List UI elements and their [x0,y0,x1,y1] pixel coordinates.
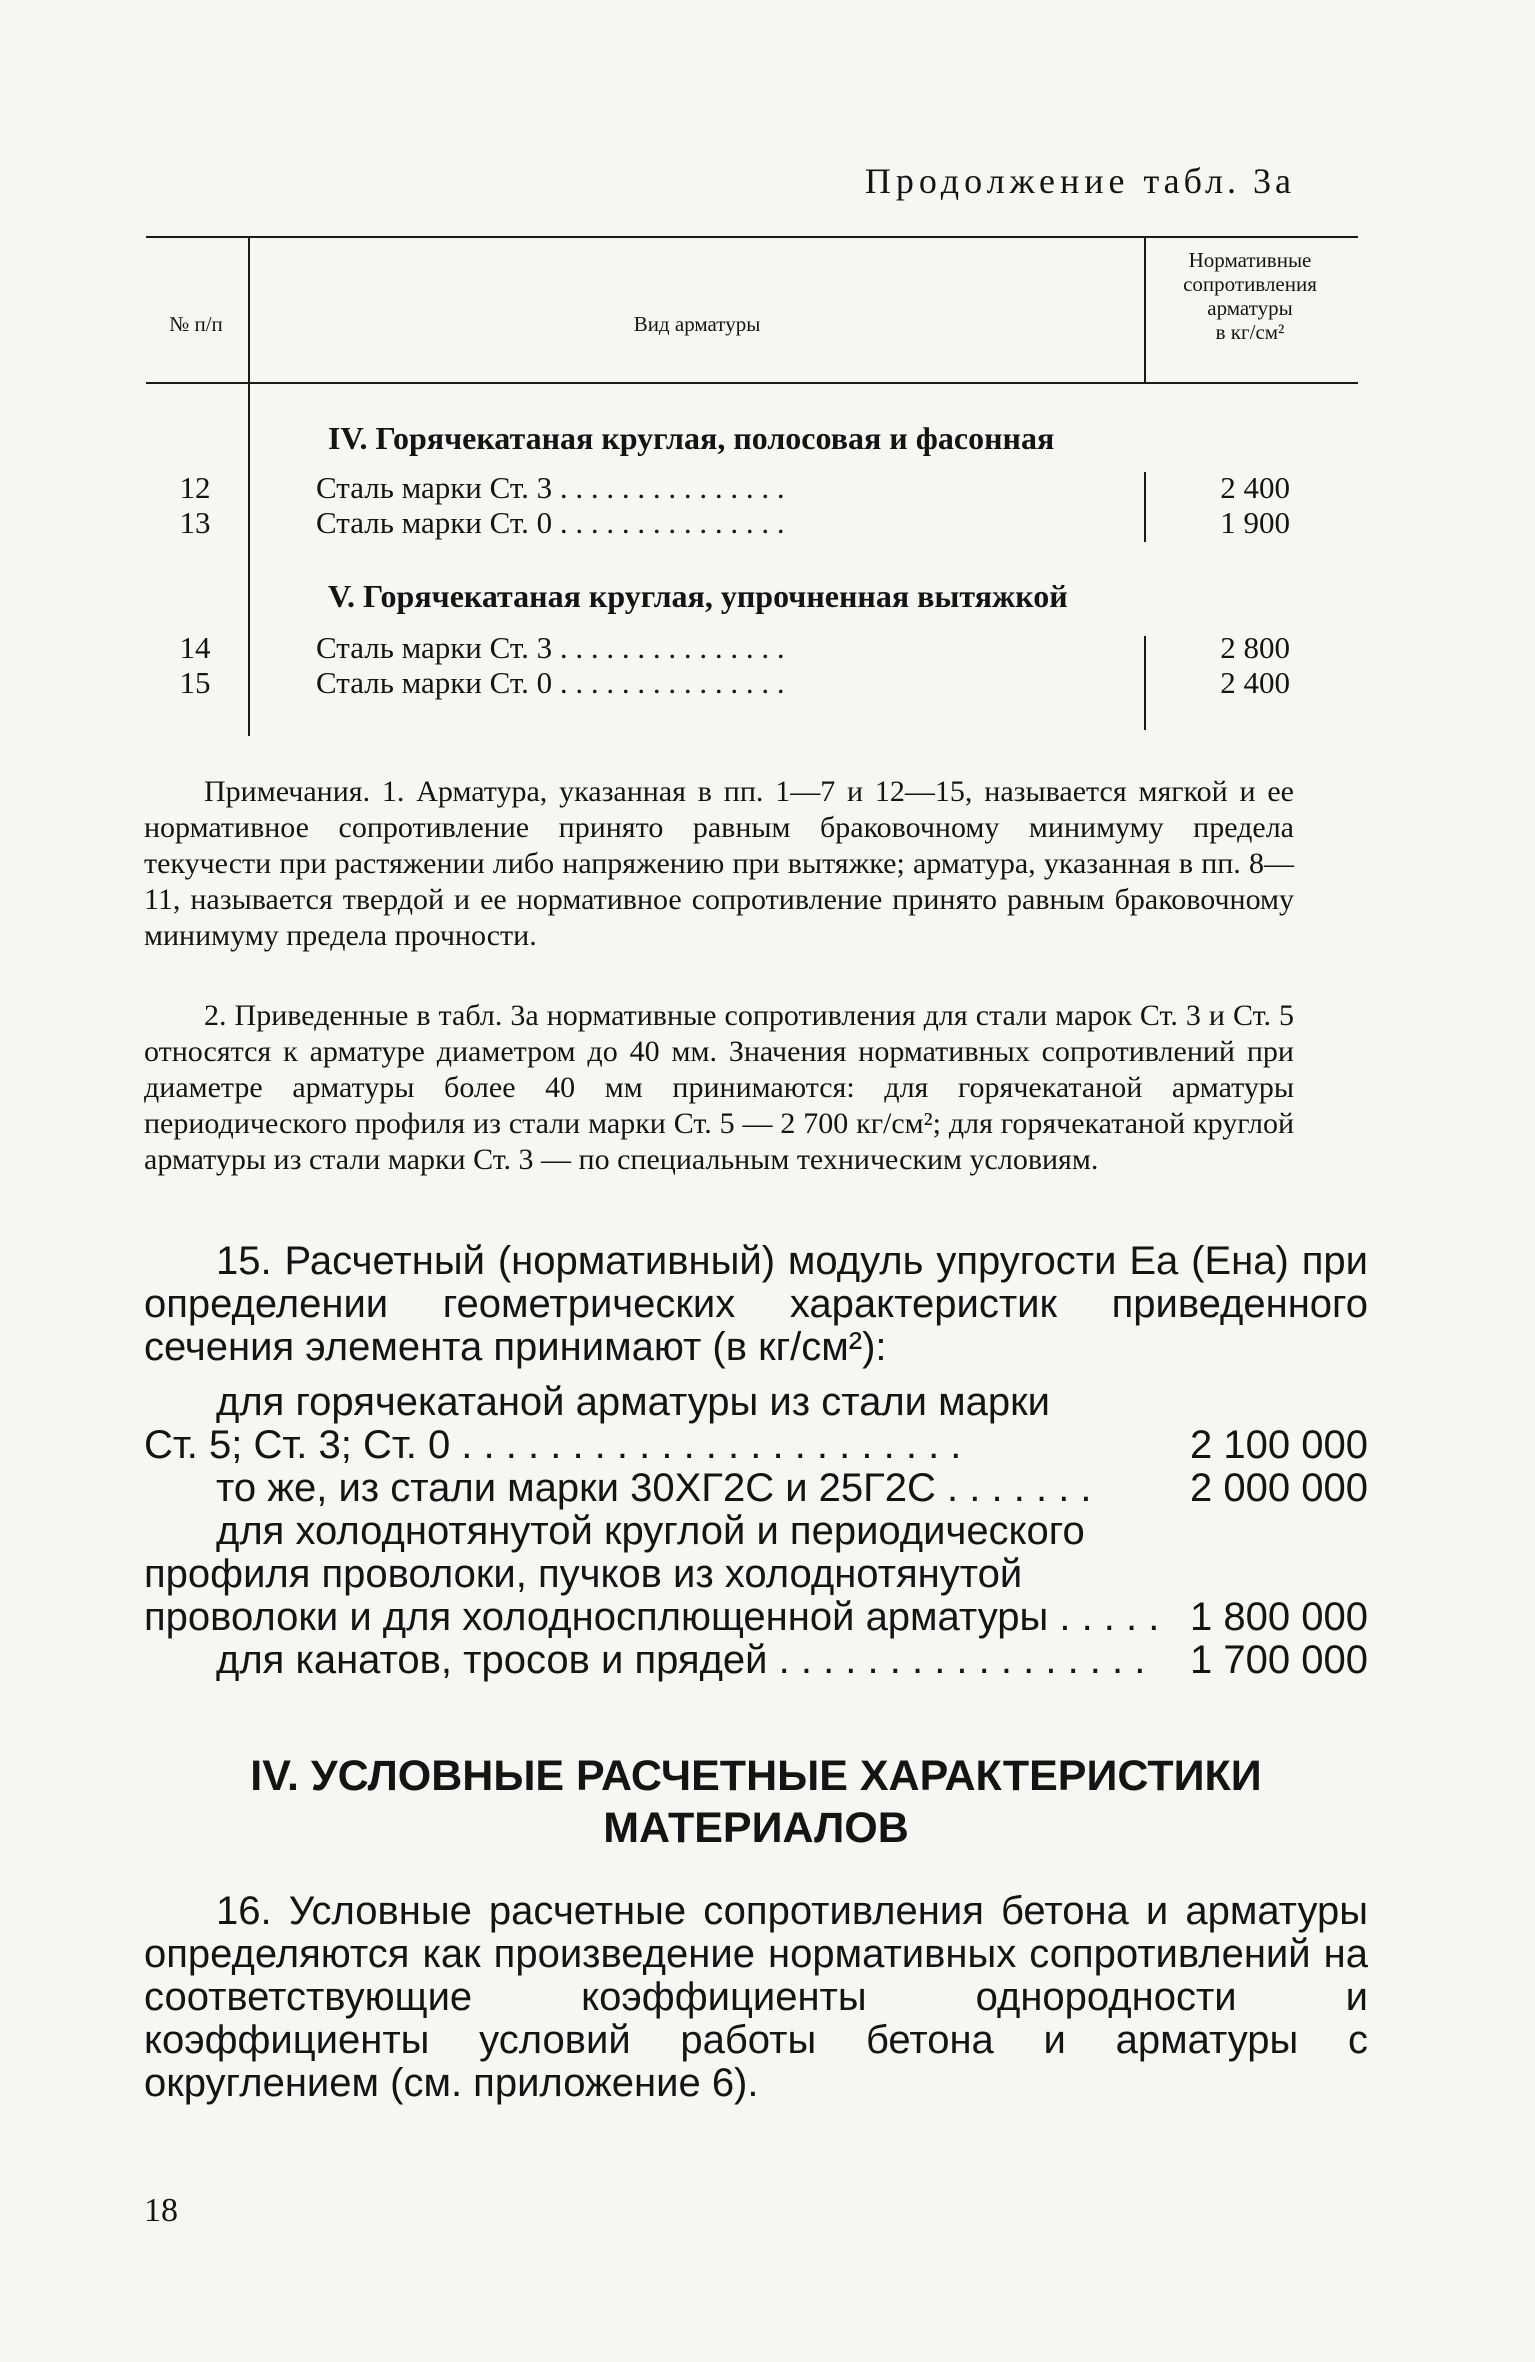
para-15-intro: 15. Расчетный (нормативный) модуль упругости Eа (Eна) при определении геометрических характеристик приведенного сечения элемента принимают (в кг/см²): [144,1239,1368,1369]
table-value-divider-iv [1144,472,1146,542]
modulus-item-1-line1 [144,1381,1368,1424]
table-header-rule [146,382,1358,384]
page-number: 18 [144,2192,178,2229]
modulus-item-3-value: 1 800 000 [1178,1596,1368,1639]
row-value-14: 2 800 [1220,630,1290,665]
modulus-item-3-text2: профиля проволоки, пучков из холоднотянутой [144,1553,1023,1596]
row-num-14: 14 [179,630,211,665]
row-value-13: 1 900 [1220,505,1290,540]
header-num: № п/п [169,312,223,336]
modulus-item-3-line2 [144,1553,1368,1596]
para-16: 16. Условные расчетные сопротивления бетона и арматуры определяются как произведение нормативных сопротивлений на соответствующие коэффициенты однородности и коэффициенты условий работы бетона и арматуры с округлением (см. приложение 6). [144,1889,1368,2105]
section-v-heading: V. Горячекатаная круглая, упрочненная вытяжкой [328,578,1068,614]
row-name-12: Сталь марки Ст. 3 . . . . . . . . . . . . . . . [316,470,785,505]
modulus-item-3-text1: для холоднотянутой круглой и периодического [216,1510,1085,1553]
row-name-15: Сталь марки Ст. 0 . . . . . . . . . . . . . . . [316,665,785,700]
modulus-item-2 [144,1467,1368,1510]
header-norm-line2: сопротивления [1183,272,1317,296]
row-value-15: 2 400 [1220,665,1290,700]
table-value-divider-v [1144,636,1146,730]
row-name-14: Сталь марки Ст. 3 . . . . . . . . . . . . . . . [316,630,785,665]
modulus-item-1-text1: для горячекатаной арматуры из стали марки [216,1381,1050,1424]
note-2: 2. Приведенные в табл. 3а нормативные сопротивления для стали марок Ст. 3 и Ст. 5 относятся к арматуре диаметром до 40 мм. Значения нормативных сопротивлений при диаметре арматуры более 40 мм принимаются: для горячекатаной арматуры периодического профиля из стали марки Ст. 5 — 2 700 кг/см²; для горячекатаной круглой арматуры из стали марки Ст. 3 — по специальным техническим условиям. [144,999,1294,1176]
header-type: Вид арматуры [633,312,761,336]
row-value-12: 2 400 [1220,470,1290,505]
table-caption [790,160,1295,202]
row-name-13: Сталь марки Ст. 0 . . . . . . . . . . . . . . . [316,505,785,540]
row-num-13: 13 [179,505,211,540]
modulus-item-4-text: для канатов, тросов и прядей . . . . . . . . . . . . . . . . . [216,1639,1146,1682]
modulus-item-3-line3 [144,1596,1368,1639]
modulus-item-1-text2: Ст. 5; Ст. 3; Ст. 0 . . . . . . . . . . . . . . . . . . . . . . . [144,1424,962,1467]
modulus-item-3-line1 [144,1510,1368,1553]
modulus-item-2-text: то же, из стали марки 30ХГ2С и 25Г2С . . . . . . . [216,1467,1092,1510]
modulus-item-4-value: 1 700 000 [1178,1639,1368,1682]
table-top-rule [146,236,1358,238]
header-norm-line1: Нормативные [1188,248,1312,272]
modulus-item-1-value: 2 100 000 [1178,1424,1368,1467]
note-1: Примечания. 1. Арматура, указанная в пп. 1—7 и 12—15, называется мягкой и ее нормативное сопротивление принято равным браковочному минимуму предела текучести при растяжении либо напряжению при вытяжке; арматура, указанная в пп. 8—11, называется твердой и ее нормативное сопротивление принято равным браковочному минимуму предела прочности. [144,775,1294,952]
header-norm-line3: арматуры [1207,296,1293,320]
modulus-item-3-text3: проволоки и для холодносплющенной арматуры . . . . . [144,1596,1160,1639]
chapter-heading [144,1750,1368,1854]
modulus-item-1-line2 [144,1424,1368,1467]
section-iv-heading: IV. Горячекатаная круглая, полосовая и фасонная [328,420,1055,456]
modulus-item-2-value: 2 000 000 [1178,1467,1368,1510]
row-num-15: 15 [179,665,211,700]
caption-prefix: Продолжение [864,161,1130,201]
header-norm-line4: в кг/см² [1215,320,1285,344]
row-num-12: 12 [179,470,211,505]
chapter-heading-line2: МАТЕРИАЛОВ [603,1804,909,1852]
header-norm [1150,248,1350,344]
table-col-divider-1 [248,238,250,736]
chapter-heading-line1: IV. УСЛОВНЫЕ РАСЧЕТНЫЕ ХАРАКТЕРИСТИКИ [250,1752,1262,1800]
caption-table-ref: табл. 3а [1143,161,1295,201]
table-col-divider-2 [1144,238,1146,382]
modulus-item-4 [144,1639,1368,1682]
